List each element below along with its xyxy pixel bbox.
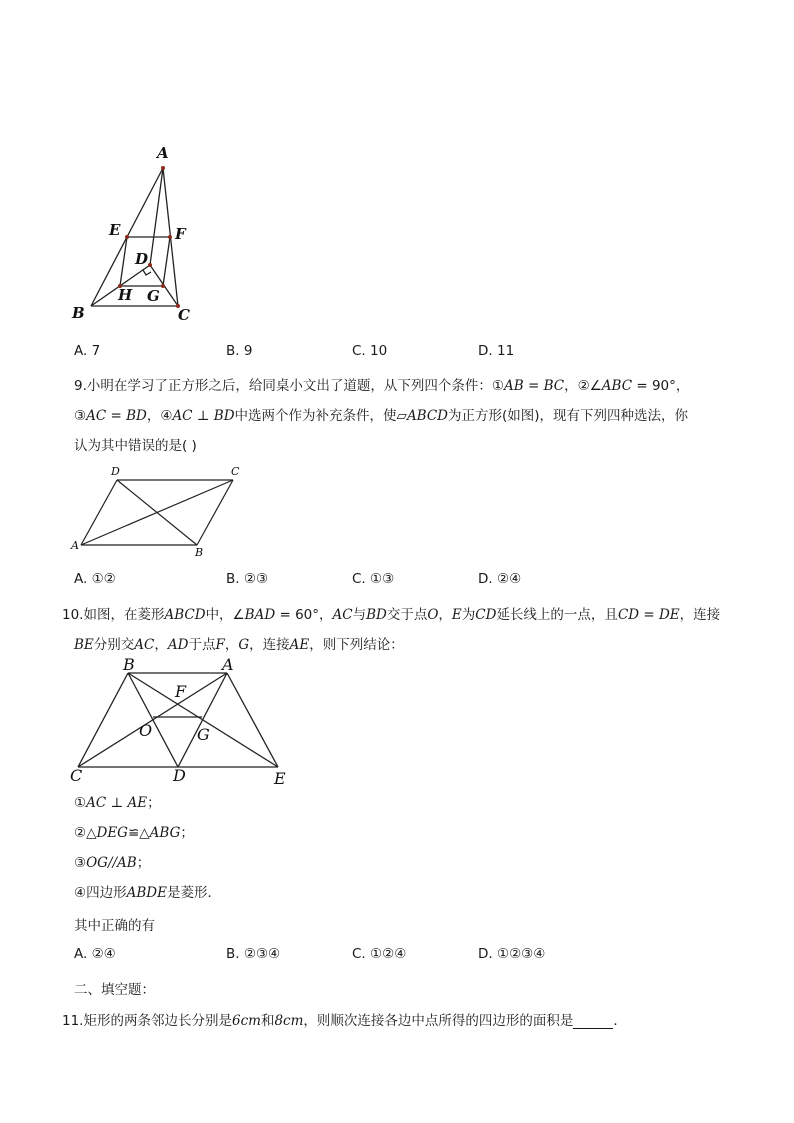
q9-line-1 bbox=[74, 374, 689, 394]
q9-text: 为正方形(如图)，现有下列四种选法，你 bbox=[448, 408, 689, 424]
q11-var: 8cm bbox=[274, 1013, 304, 1029]
fig8-label-A: A bbox=[157, 144, 169, 162]
fig8-label-G: G bbox=[147, 287, 160, 305]
q10-text: ②△ bbox=[74, 825, 97, 841]
fig8-label-D: D bbox=[135, 250, 149, 268]
q10-option-b[interactable]: B. ②③④ bbox=[226, 946, 281, 962]
q10-var: AD bbox=[167, 637, 189, 653]
q10-text: ③ bbox=[74, 855, 87, 871]
fig10-label-D: D bbox=[173, 766, 186, 785]
q10-var: BE bbox=[74, 637, 94, 653]
q10-text: 分别交 bbox=[93, 637, 135, 653]
q10-text: 交于点 bbox=[386, 607, 428, 623]
q10-text: 与 bbox=[352, 607, 367, 623]
fig9-label-B: B bbox=[195, 546, 204, 559]
q10-option-c[interactable]: C. ①②④ bbox=[352, 946, 407, 962]
q10-var: CD bbox=[475, 607, 497, 623]
q10-var: F bbox=[215, 637, 225, 653]
q8-option-d[interactable]: D. 11 bbox=[478, 343, 515, 359]
fig8-label-H: H bbox=[118, 286, 133, 304]
q9-cond2: ABC bbox=[601, 378, 633, 394]
q11-number: 11. bbox=[62, 1013, 84, 1029]
q11-text: ，则顺次连接各边中点所得的四边形的面积是 bbox=[303, 1013, 574, 1029]
q10-conclusion-3 bbox=[74, 851, 150, 871]
q10-var: G bbox=[238, 637, 250, 653]
q9-text: ，②∠ bbox=[564, 378, 602, 394]
q10-text: ， bbox=[438, 607, 452, 623]
figure-q8-triangle bbox=[65, 140, 205, 325]
q10-text: 延长线上的一点，且 bbox=[496, 607, 618, 623]
fig10-label-E: E bbox=[274, 769, 286, 785]
q9-cond1: AB = BC bbox=[504, 378, 565, 394]
q11-text: 矩形的两条邻边长分别是 bbox=[83, 1013, 232, 1029]
q9-text: ③ bbox=[74, 408, 87, 424]
q11-text: ． bbox=[613, 1013, 627, 1029]
q10-text: ； bbox=[180, 825, 194, 841]
q9-line-2 bbox=[74, 404, 688, 424]
q10-var: ABG bbox=[149, 825, 181, 841]
q10-var: AC bbox=[134, 637, 155, 653]
fig8-label-F: F bbox=[175, 225, 186, 243]
q11-text: 和 bbox=[260, 1013, 275, 1029]
q10-var: E bbox=[451, 607, 462, 623]
q10-text: ，连接 bbox=[249, 637, 290, 653]
q10-option-d[interactable]: D. ①②③④ bbox=[478, 946, 546, 962]
q8-option-a[interactable]: A. 7 bbox=[74, 343, 101, 359]
q10-var: O bbox=[427, 607, 439, 623]
section-title-fill-in: 二、填空题： bbox=[74, 982, 155, 998]
q10-text: 为 bbox=[461, 607, 476, 623]
fig10-label-G: G bbox=[197, 725, 210, 744]
q9-text: 认为其中错误的是( ) bbox=[74, 438, 197, 454]
fig9-label-C: C bbox=[231, 465, 240, 478]
q10-line-2 bbox=[74, 633, 404, 653]
q9-cond3: AC = BD bbox=[86, 408, 147, 424]
q9-text: = 90°， bbox=[632, 378, 690, 394]
q10-text: ； bbox=[136, 855, 151, 871]
fig9-label-D: D bbox=[111, 465, 120, 478]
q10-text: 于点 bbox=[188, 637, 216, 653]
figure-q9-parallelogram bbox=[65, 460, 255, 560]
q9-option-b[interactable]: B. ②③ bbox=[226, 571, 269, 587]
q10-number: 10. bbox=[62, 607, 84, 623]
q10-text: 中，∠ bbox=[205, 607, 245, 623]
q8-option-c[interactable]: C. 10 bbox=[352, 343, 388, 359]
q9-option-a[interactable]: A. ①② bbox=[74, 571, 116, 587]
fig10-label-F: F bbox=[175, 682, 187, 701]
q10-option-a[interactable]: A. ②④ bbox=[74, 946, 116, 962]
fig10-label-B: B bbox=[123, 655, 135, 674]
q10-conclusion-4 bbox=[74, 881, 221, 901]
q10-var: AC ⊥ AE bbox=[86, 795, 148, 811]
q9-option-d[interactable]: D. ②④ bbox=[478, 571, 522, 587]
q10-conclusion-1 bbox=[74, 791, 161, 811]
fig8-label-B: B bbox=[72, 304, 85, 322]
q10-var: ABCD bbox=[164, 607, 206, 623]
q10-var: BAD bbox=[244, 607, 276, 623]
q11-line bbox=[62, 1009, 627, 1029]
fig10-label-A: A bbox=[222, 655, 234, 674]
q10-text: ≌△ bbox=[127, 825, 150, 841]
q10-text: ； bbox=[147, 795, 161, 811]
q10-text: 如图，在菱形 bbox=[83, 607, 165, 623]
q10-var: ABDE bbox=[126, 885, 167, 901]
fig10-label-O: O bbox=[139, 721, 153, 740]
q9-line-3 bbox=[74, 434, 197, 454]
q10-var: OG//AB bbox=[86, 855, 137, 871]
q10-var: AC bbox=[332, 607, 353, 623]
figure-q10-rhombus bbox=[65, 655, 305, 785]
fig8-label-C: C bbox=[178, 306, 190, 324]
q9-cond4: AC ⊥ BD bbox=[172, 408, 235, 424]
q10-text: 是菱形． bbox=[166, 885, 221, 901]
q9-number: 9. bbox=[74, 378, 87, 394]
q10-text: ， bbox=[224, 637, 239, 653]
q11-var: 6cm bbox=[231, 1013, 261, 1029]
q10-text: ，连接 bbox=[679, 607, 721, 623]
q10-var: BD bbox=[366, 607, 387, 623]
q10-var: AE bbox=[289, 637, 310, 653]
q10-text: ， bbox=[154, 637, 168, 653]
fig10-label-C: C bbox=[70, 766, 83, 785]
q10-var: CD = DE bbox=[617, 607, 680, 623]
q11-answer-blank[interactable] bbox=[573, 1014, 613, 1029]
q10-conclusion-prompt: 其中正确的有 bbox=[74, 918, 155, 934]
q9-cond5: ABCD bbox=[406, 408, 449, 424]
q10-text: ④四边形 bbox=[74, 885, 127, 901]
q10-text: ，则下列结论： bbox=[309, 637, 404, 653]
fig8-label-E: E bbox=[109, 221, 121, 239]
q9-text: 中选两个作为补充条件，使▱ bbox=[234, 408, 407, 424]
fig9-label-A: A bbox=[71, 539, 79, 552]
q9-text: ，④ bbox=[146, 408, 173, 424]
q10-line-1 bbox=[62, 603, 720, 623]
q8-option-b[interactable]: B. 9 bbox=[226, 343, 253, 359]
q10-text: = 60°， bbox=[275, 607, 333, 623]
q9-text: 小明在学习了正方形之后，给同桌小文出了道题，从下列四个条件：① bbox=[86, 378, 504, 394]
q10-var: DEG bbox=[96, 825, 128, 841]
q10-conclusion-2 bbox=[74, 821, 194, 841]
q9-option-c[interactable]: C. ①③ bbox=[352, 571, 395, 587]
q10-text: ① bbox=[74, 795, 87, 811]
